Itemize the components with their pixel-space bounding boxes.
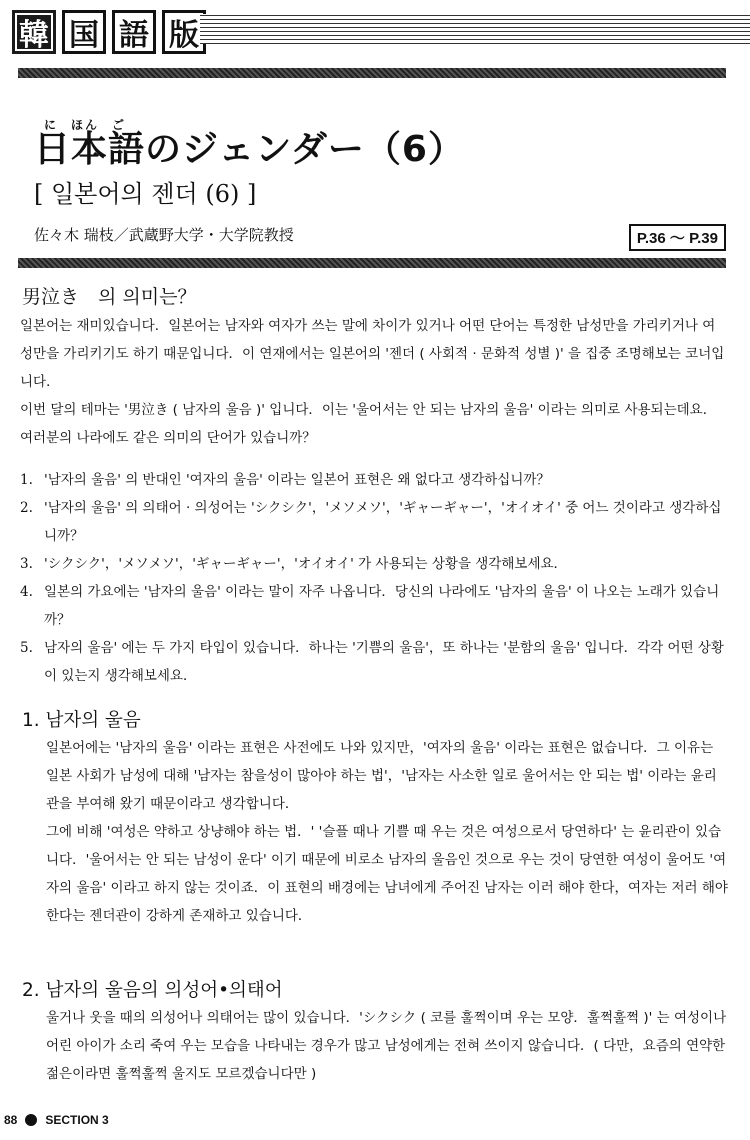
question-text: 'シクシク'，'メソメソ'，'ギャーギャー'，'オイオイ' 가 사용되는 상황을 생각해보세요． xyxy=(44,556,568,572)
page-title: 日本語のジェンダー（6） xyxy=(34,129,465,170)
list-item xyxy=(20,466,728,494)
page-subtitle: [ 일본어의 젠더 (6) ] xyxy=(34,180,257,208)
section-1-heading: 1. 남자의 울음 xyxy=(22,710,141,731)
list-item xyxy=(20,634,728,690)
question-number: 4. xyxy=(20,584,33,600)
section-1-paragraph-1: 일본어에는 '남자의 울음' 이라는 표현은 사전에도 나와 있지만，'여자의 울음' 이라는 표현은 없습니다．그 이유는 일본 사회가 남성에 대해 '남자는 참을성이 많아야 하는 법'，'남자는 사소한 일로 울어서는 안 되는 법' 이라는 윤리관을 부여해 왔기 때문이라고 생각합니다． xyxy=(46,740,717,812)
section-2-heading: 2. 남자의 울음의 의성어•의태어 xyxy=(22,980,283,1001)
section-2-body xyxy=(46,1004,728,1088)
top-divider-bar xyxy=(18,68,726,78)
intro-heading: 男泣き 의 의미는？ xyxy=(22,286,197,308)
question-number: 2. xyxy=(20,500,33,516)
ruby-1: に xyxy=(43,118,58,132)
section-2-paragraph-1: 울거나 웃을 때의 의성어나 의태어는 많이 있습니다．'シクシク ( 코를 훌쩍이며 우는 모양．훌쩍훌쩍 )' 는 여성이나 어린 아이가 소리 죽여 우는 모습을 나타내는 경우가 많고 남성에게는 전혀 쓰이지 않습니다．( 다만，요즘의 연약한 젊은이라면 훌쩍훌쩍 울지도 모르겠습니다만 ) xyxy=(46,1010,727,1082)
author-line: 佐々木 瑞枝／武蔵野大学・大学院教授 xyxy=(34,226,294,244)
question-number: 5. xyxy=(20,640,33,656)
title-block xyxy=(34,116,465,209)
question-text: 남자의 울음' 에는 두 가지 타입이 있습니다．하나는 '기쁨의 울음'，또 하나는 '분함의 울음' 입니다．각각 어떤 상황이 있는지 생각해보세요． xyxy=(44,640,724,684)
title-ruby xyxy=(34,116,465,130)
question-text: '남자의 울음' 의 반대인 '여자의 울음' 이라는 일본어 표현은 왜 없다고 생각하십니까？ xyxy=(44,472,550,488)
bullet-dot-icon xyxy=(25,1114,37,1126)
ruby-2: ほん xyxy=(70,118,99,132)
tag-char-1: 韓 xyxy=(12,10,56,54)
title-divider-bar xyxy=(18,258,726,268)
tag-char-4: 版 xyxy=(162,10,206,54)
ruby-3: ご xyxy=(111,118,126,132)
list-item xyxy=(20,578,728,634)
intro-paragraph-2: 이번 달의 테마는 '男泣き ( 남자의 울음 )' 입니다．이는 '울어서는 안 되는 남자의 울음' 이라는 의미로 사용되는데요．여러분의 나라에도 같은 의미의 단어가 있습니까？ xyxy=(20,402,717,446)
list-item xyxy=(20,494,728,550)
series-tag xyxy=(12,10,206,54)
question-number: 3. xyxy=(20,556,33,572)
header-hatch-rule xyxy=(200,14,750,44)
page-number: 88 xyxy=(4,1113,18,1127)
question-text: 일본의 가요에는 '남자의 울음' 이라는 말이 자주 나옵니다．당신의 나라에도 '남자의 울음' 이 나오는 노래가 있습니까？ xyxy=(44,584,720,628)
section-label: SECTION 3 xyxy=(45,1113,109,1127)
question-list xyxy=(20,466,728,690)
question-number: 1. xyxy=(20,472,33,488)
question-text: '남자의 울음' 의 의태어 · 의성어는 'シクシク'，'メソメソ'，'ギャーギャー'，'オイオイ' 중 어느 것이라고 생각하십니까？ xyxy=(44,500,722,544)
page-reference-box: P.36 ～ P.39 xyxy=(629,224,726,251)
section-1-body xyxy=(46,734,728,930)
intro-paragraph-1: 일본어는 재미있습니다．일본어는 남자와 여자가 쓰는 말에 차이가 있거나 어떤 단어는 특정한 남성만을 가리키거나 여성만을 가리키기도 하기 때문입니다．이 연재에서는 일본어의 '젠더 ( 사회적 · 문화적 성별 )' 을 집중 조명해보는 코너입니다． xyxy=(20,318,725,390)
list-item xyxy=(20,550,728,578)
section-1-paragraph-2: 그에 비해 '여성은 약하고 상냥해야 하는 법．' '슬플 때나 기쁠 때 우는 것은 여성으로서 당연하다' 는 윤리관이 있습니다．'울어서는 안 되는 남성이 운다' 이기 때문에 비로소 남자의 울음인 것으로 우는 것이 당연한 여성이 울어도 '여자의 울음' 이라고 하지 않는 것이죠．이 표현의 배경에는 남녀에게 주어진 남자는 이러 해야 한다，여자는 저러 해야 한다는 젠더관이 강하게 존재하고 있습니다． xyxy=(46,824,728,924)
tag-char-2: 国 xyxy=(62,10,106,54)
page-footer xyxy=(4,1113,109,1127)
intro-body xyxy=(20,312,728,452)
tag-char-3: 語 xyxy=(112,10,156,54)
